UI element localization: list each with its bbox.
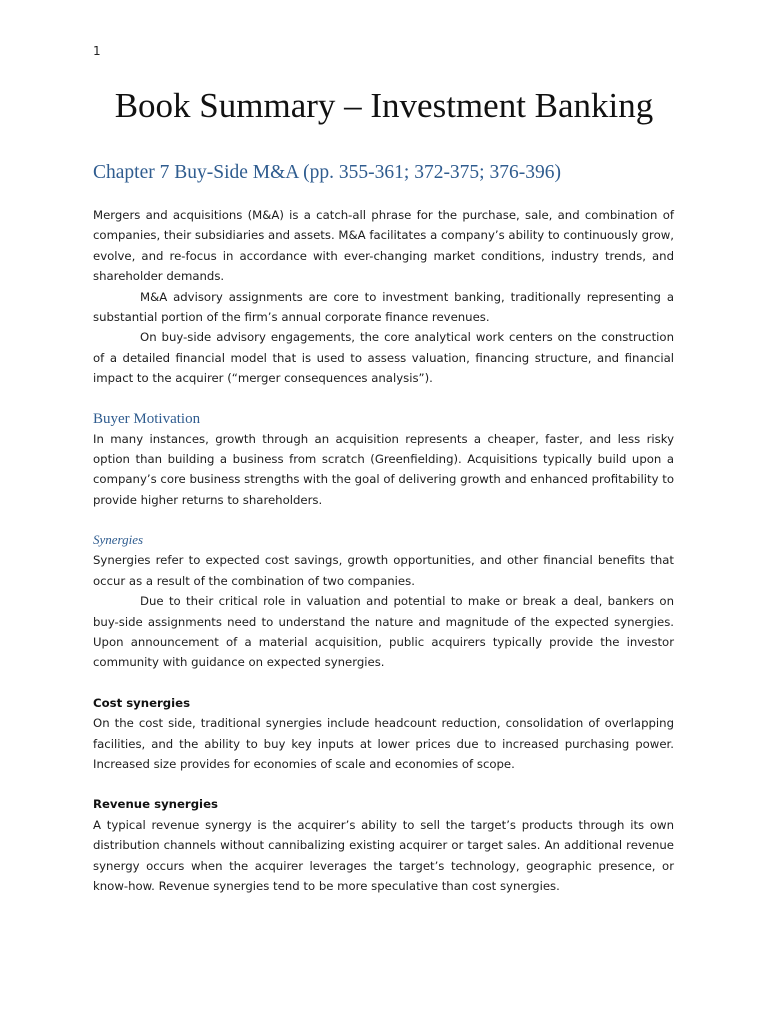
intro-paragraph: Mergers and acquisitions (M&A) is a catch-all phrase for the purchase, sale, and combination of companies, their subsidiaries and assets. M&A facilitates a company’s ability to continuously grow, evolve, and re-focus in accordance with ever-changing market conditions, industry trends, and shareholder demands. bbox=[93, 208, 674, 284]
cost-synergies-paragraph: On the cost side, traditional synergies include headcount reduction, consolidation of overlapping facilities, and the ability to buy key inputs at lower prices due to increased purchasing power. Increased size provides for economies of scale and economies of scope. bbox=[93, 716, 674, 771]
synergies-paragraph: Due to their critical role in valuation and potential to make or break a deal, bankers on buy-side assignments need to understand the nature and magnitude of the expected synergies. Upon announcement of a material acquisition, public acquirers typically provide the investor community with guidance on expected synergies. bbox=[93, 594, 674, 670]
revenue-synergies-paragraph: A typical revenue synergy is the acquirer’s ability to sell the target’s products through its own distribution channels without cannibalizing existing acquirer or target sales. An additional revenue synergy occurs when the acquirer leverages the target’s technology, geographic presence, or know-how. Revenue synergies tend to be more speculative than cost synergies. bbox=[93, 817, 674, 893]
intro-paragraph: M&A advisory assignments are core to investment banking, traditionally representing a substantial portion of the firm’s annual corporate finance revenues. bbox=[93, 289, 674, 325]
heading-revenue-synergies: Revenue synergies bbox=[93, 797, 218, 812]
document-title: Book Summary – Investment Banking bbox=[114, 86, 654, 125]
section-heading-buyer-motivation: Buyer Motivation bbox=[93, 410, 201, 427]
document-body bbox=[93, 160, 674, 896]
intro-paragraph: On buy-side advisory engagements, the core analytical work centers on the construction of a detailed financial model that is used to assess valuation, financing structure, and financial impact to the acquirer (“merger consequences analysis”). bbox=[93, 330, 674, 386]
subsection-heading-synergies: Synergies bbox=[93, 532, 144, 548]
page-number: 1 bbox=[93, 44, 101, 58]
chapter-heading: Chapter 7 Buy-Side M&A (pp. 355-361; 372-375; 376-396) bbox=[93, 162, 561, 183]
heading-cost-synergies: Cost synergies bbox=[93, 695, 191, 710]
synergies-paragraph: Synergies refer to expected cost savings, growth opportunities, and other financial benefits that occur as a result of the combination of two companies. bbox=[93, 553, 674, 588]
buyer-motivation-paragraph: In many instances, growth through an acquisition represents a cheaper, faster, and less risky option than building a business from scratch (Greenfielding). Acquisitions typically build upon a company’s core business strengths with the goal of delivering growth and enhanced profitability to provide higher returns to shareholders. bbox=[93, 431, 674, 507]
